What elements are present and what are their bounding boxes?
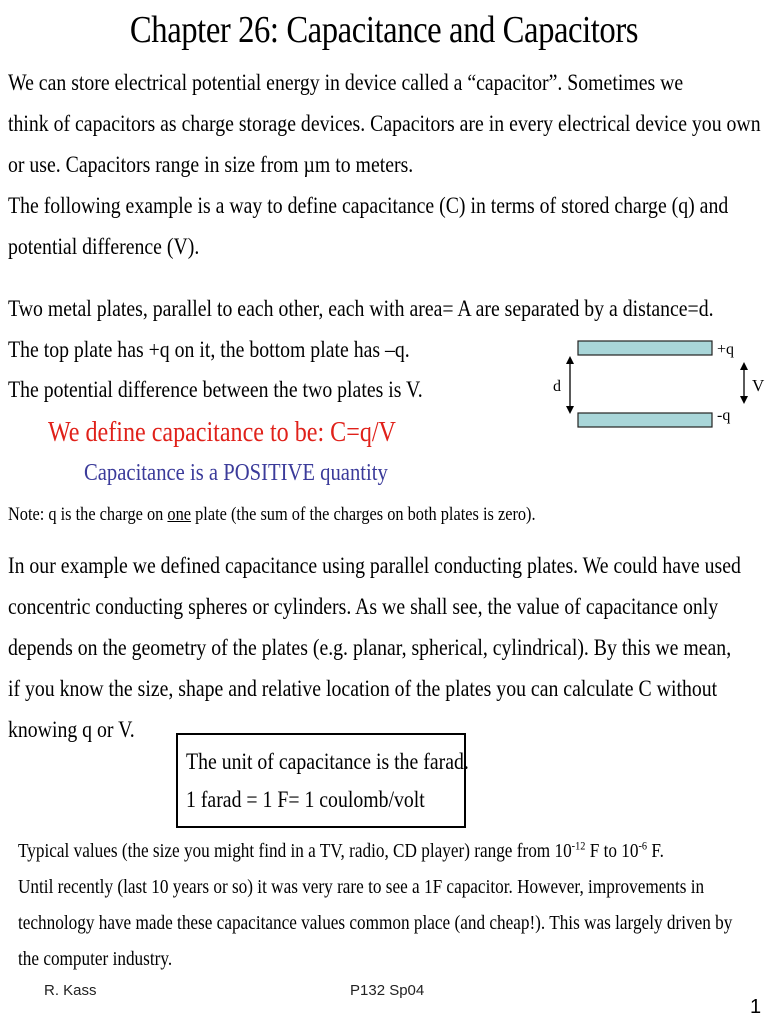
footer-author: R. Kass [44,982,97,999]
geometry-line-5: knowing q or V. [8,717,135,742]
page-number: 1 [750,996,762,1018]
intro-line-3: or use. Capacitors range in size from µm to meters. [8,152,414,177]
page-title: Chapter 26: Capacitance and Capacitors [129,9,639,51]
footer-course: P132 Sp04 [350,982,425,999]
positive-quantity-note: Capacitance is a POSITIVE quantity [84,460,388,486]
history-line-3: the computer industry. [18,948,173,970]
plates-line-1: Two metal plates, parallel to each other, each with area= A are separated by a distance=d. [8,296,714,321]
voltage-label: V [752,376,765,395]
plates-line-2: The top plate has +q on it, the bottom plate has –q. [8,337,410,362]
plates-line-3: The potential difference between the two plates is V. [8,377,423,402]
intro-line-1: We can store electrical potential energy in device called a “capacitor”. Sometimes we [8,70,684,95]
top-plate [578,341,712,355]
geometry-line-3: depends on the geometry of the plates (e.g. planar, spherical, cylindrical). By this we mean, [8,635,732,660]
farad-unit-line-1: The unit of capacitance is the farad. [186,749,469,774]
farad-unit-box [176,733,469,828]
geometry-line-1: In our example we defined capacitance using parallel conducting plates. We could have used [8,553,741,578]
history-line-1: Until recently (last 10 years or so) it was very rare to see a 1F capacitor. However, improvements in [18,876,705,898]
parallel-plate-diagram [540,330,768,435]
intro-line-5: potential difference (V). [8,234,200,259]
geometry-line-4: if you know the size, shape and relative location of the plates you can calculate C without [8,676,718,701]
geometry-line-2: concentric conducting spheres or cylinders. As we shall see, the value of capacitance only [8,594,719,619]
charge-note: Note: q is the charge on one plate (the sum of the charges on both plates is zero). [8,504,536,525]
top-charge-label: +q [717,341,735,358]
typical-values-line: Typical values (the size you might find in a TV, radio, CD player) range from $10^{-12}$ F to $10^{-6}$ F. [18,838,664,862]
farad-unit-line-2: 1 farad = 1 F= 1 coulomb/volt [186,787,425,812]
gap-label: d [553,378,561,395]
intro-line-4: The following example is a way to define capacitance (C) in terms of stored charge (q) and [8,193,729,218]
history-line-2: technology have made these capacitance values common place (and cheap!). This was largely driven by [18,912,733,934]
capacitance-definition: We define capacitance to be: C=q/V [48,417,396,448]
bottom-charge-label: -q [717,407,731,424]
intro-line-2: think of capacitors as charge storage devices. Capacitors are in every electrical device you own [8,111,761,136]
bottom-plate [578,413,712,427]
